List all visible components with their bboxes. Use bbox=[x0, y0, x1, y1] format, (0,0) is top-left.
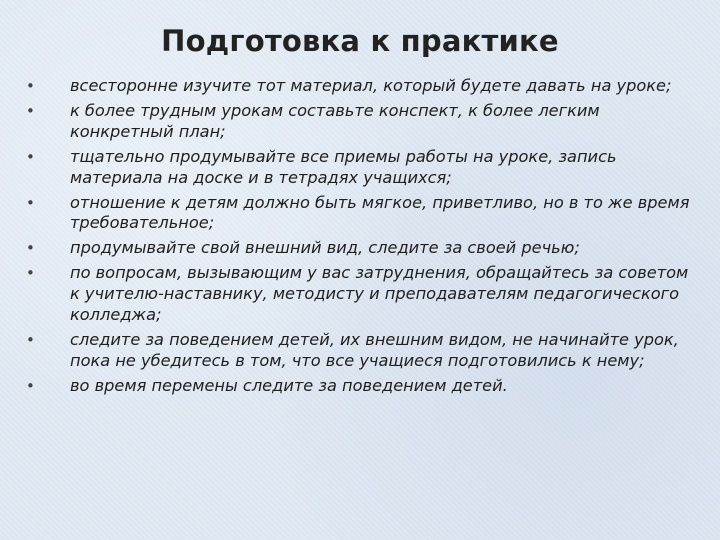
bullet-text: отношение к детям должно быть мягкое, приветливо, но в то же время требовательное; bbox=[70, 192, 690, 233]
bullet-item bbox=[26, 147, 696, 189]
bullet-text: продумывайте свой внешний вид, следите за своей речью; bbox=[70, 238, 580, 258]
bullet-icon: • bbox=[26, 330, 35, 349]
bullet-item bbox=[26, 238, 696, 259]
slide-title: Подготовка к практике bbox=[161, 24, 559, 58]
bullet-text: по вопросам, вызывающим у вас затруднения, обращайтесь за советом к учителю-наставнику, методисту и преподавателям педагогического колледжа; bbox=[70, 263, 689, 324]
bullet-icon: • bbox=[26, 264, 35, 283]
bullet-list bbox=[26, 76, 696, 401]
bullet-text: всесторонне изучите тот материал, который будете давать на уроке; bbox=[70, 76, 672, 95]
bullet-icon: • bbox=[26, 193, 35, 212]
bullet-item bbox=[26, 263, 696, 325]
bullet-item bbox=[26, 376, 696, 397]
bullet-text: к более трудным урокам составьте конспект, к более легким конкретный план; bbox=[70, 100, 600, 141]
bullet-icon: • bbox=[26, 147, 35, 166]
bullet-item bbox=[26, 330, 696, 372]
bullet-icon: • bbox=[26, 239, 35, 258]
bullet-text: следите за поведением детей, их внешним видом, не начинайте урок, пока не убедитесь в том, что все учащиеся подготовились к нему; bbox=[70, 329, 679, 370]
bullet-text: тщательно продумывайте все приемы работы на уроке, запись материала на доске и в тетрадях учащихся; bbox=[70, 146, 617, 187]
bullet-item bbox=[26, 76, 696, 97]
bullet-icon: • bbox=[26, 101, 35, 120]
bullet-icon: • bbox=[26, 77, 35, 95]
bullet-icon: • bbox=[26, 376, 35, 395]
bullet-item bbox=[26, 193, 696, 235]
bullet-item bbox=[26, 101, 696, 143]
bullet-text: во время перемены следите за поведением детей. bbox=[70, 375, 508, 395]
